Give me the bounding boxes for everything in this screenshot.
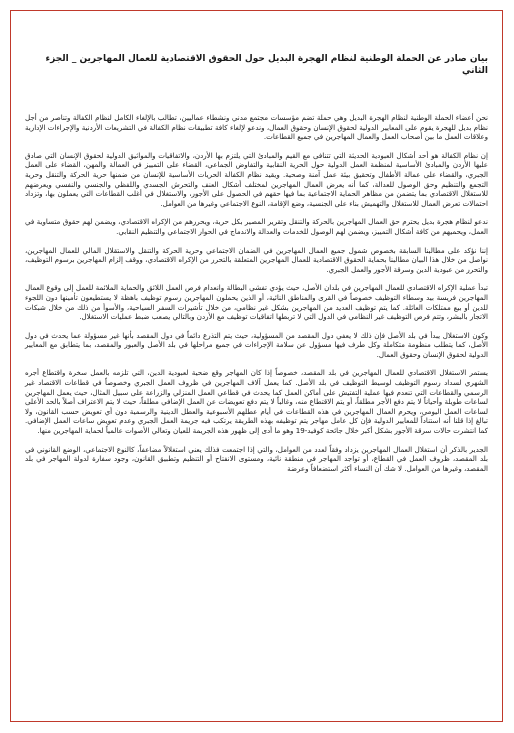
paragraph-factors: الجدير بالذكر أن استغلال العمال المهاجرين يزداد وفقاً لعدد من العوامل، والتي إذا اجتمعت فذلك يعني استغلالاً مضاعفاً، كالنوع الاجتماعي، الوضع القانوني في بلد المقصد، ظروف العمل في القطاع، أو تواجد المهاجر في منطقة نائية، ومستوى الانفتاح أو التنظيم وتطبيق القانون، وجود سفارة لدولة المهاجر في بلد المقصد، وغيرها من العوامل. لا شك أن النساء أكثر استضعافاً وعرضة [25,444,488,473]
paragraph-destination-responsibility: وكون الاستغلال يبدأ في بلد الأصل فإن ذلك لا يعفي دول المقصد من المسؤولية، حيث يتم التذرع دائماً في دول المقصد بأنها غير مسؤولة عما يحدث في دول الأصل، كما يتطلب منظومة متكاملة وكل طرف فيها مسؤول عن سلامة الإجراءات في جميع مراحلها في بلد الأصل والعبور والمقصد، بما يتطابق مع المعايير الدولية لحقوق الإنسان وحقوق العمال. [25,330,488,359]
paragraph-kafala-system: إن نظام الكفالة هو أحد أشكال العبودية الحديثة التي تتنافى مع القيم والمبادئ التي يلتزم بها الأردن، والاتفاقيات والمواثيق الدولية لحقوق الإنسان التي صادق عليها الأردن والمبادئ الأساسية لمنظمة العمل الدولية حول الحرية النقابية والتفاوض الجماعي، القضاء على التمييز في العمالة والمهن، القضاء على العمل الجبري، والقضاء على عمالة الأطفال وتحقيق بيئة عمل آمنة وصحية. ويقيد نظام الكفالة الحريات الأساسية للإنسان من ضمنها حرية الحركة والتنقل وحرية التجمع والتنظيم وحق الوصول للعدالة، كما أنه يعرض العمال المهاجرين لمختلف أشكال العنف والتحرش الجسدي واللفظي والجنسي والنفسي ويعرضهم للاستغلال الاقتصادي بما يتضمن من مظاهر الحماية الاجتماعية بما فيها حقهم في الحصول على الأجور، والاستغلال في أغلب القطاعات التي يعملون بها، وتزداد احتمالات تعرض العمال للاستغلال والتهميش بناء على الجنسية، وضع الإقامة، النوع الاجتماعي وغيرها من العوامل. [25,150,488,208]
paragraph-destination-exploitation: يستمر الاستغلال الاقتصادي للعمال المهاجرين في بلد المقصد، خصوصاً إذا كان المهاجر وقع ضحية لعبودية الدين، التي تلزمه بالعمل سخرة واقتطاع أجره الشهري لسداد رسوم التوظيف لوسيط التوظيف في بلد الأصل. كما يعمل آلاف المهاجرين في ظروف العمل الجبري وخصوصاً في قطاعات الاقتصاد غير الرسمي والقطاعات التي تنعدم فيها عملية التفتيش على أماكن العمل كما يحدث في قطاعي العمل المنزلي والزراعة على سبيل المثال، حيث يعمل المهاجرين لساعات طويلة وأحياناً لا يتم دفع الأجر مطلقاً، أو يتم الاقتطاع منه، وغالباً لا يتم دفع تعويضات عن العمل الإضافي مطلقاً، حيث لا يتم الاعتراف أصلاً بالحد الأعلى لساعات العمل اليومي، ويحرم العمال المهاجرين في هذه القطاعات في أيام عطلهم الأسبوعية والعطل الدينية والرسمية دون أي تعويض حسب القانون، ولا تبالغ إذا قلنا أنه استناداً للمعايير الدولية فإن كل عامل مهاجر يتم توظيفه بهذه الطريقة يرتكب فيه جريمة العمل الجبري وعدم تعويض ساعات العمل الإضافي. كما انتشرت حالات سرقة الأجور بشكل أكبر خلال جائحة كوفيد-19 وهو ما أدى إلى ظهور هذه الجريمة للعيان وتعالي الأصوات عالمياً لحماية المهاجرين منها. [25,368,488,436]
document-body [25,53,488,482]
document-page [10,10,503,722]
paragraph-intro: نحن أعضاء الحملة الوطنية لنظام الهجرة البديل وهي حملة تضم مؤسسات مجتمع مدني ونشطاء عماليين، تطالب بالإلغاء الكامل لنظام الكفالة وتناصر من أجل نظام بديل للهجرة يقوم على المعايير الدولية لحقوق الإنسان وحقوق العمال، وندعو لإلغاء كافة تطبيقات نظام الكفالة في التشريعات الأردنية والإجراءات الإدارية وعلاقات العمل ما بين أصحاب العمل والعمال المهاجرين في جميع القطاعات. [25,113,488,142]
paragraph-alternative-system: ندعو لنظام هجرة بديل يحترم حق العمال المهاجرين بالحركة والتنقل وتقرير المصير بكل حرية، ويحررهم من الإكراه الاقتصادي، ويضمن لهم حقوق متساوية في العمل، ويحميهم من كافة أشكال التمييز، ويضمن لهم الوصول للخدمات والعدالة والاندماج في الحوار الاجتماعي والتنظيم النقابي. [25,217,488,236]
paragraph-demands: إننا نؤكد على مطالبنا السابقة بخصوص شمول جميع العمال المهاجرين في الضمان الاجتماعي وحرية الحركة والتنقل والاستقلال المالي للعمال المهاجرين، نواصل من خلال هذا البيان مطالبنا بحماية الحقوق الاقتصادية للعمال المهاجرين المتعلقة بالتحرر من الإكراه الاقتصادي، ووقف إلزام المهاجرين برسوم التوظيف، والتحرر من عبودية الدين وسرقة الأجور والعمل الجبري. [25,245,488,274]
paragraph-origin-coercion: تبدأ عملية الإكراه الاقتصادي للعمال المهاجرين في بلدان الأصل، حيث يؤدي تفشي البطالة وانعدام فرص العمل اللائق والحماية الملائمة للعمل إلى وقوع العمال المهاجرين فريسة بيد وسطاء التوظيف خصوصاً في القرى والمناطق النائية، أو الذين يحملون المهاجرين رسوم توظيف باهظة لا يستطيعون تأمينها دون اللجوء للدين أو بيع ممتلكات العائلة. كما يتم توظيف العديد من المهاجرين بشكل غير نظامي، من خلال تأشيرات السفر السياحية، والأسوأ من ذلك من خلال شبكات الاتجار بالبشر، وتتم فرص التوظيف غير النظامي في الدول التي لا تربطها اتفاقيات توظيف مع الأردن وبالتالي يصعب ضبط عمليات الاستغلال. [25,283,488,322]
document-title: بيان صادر عن الحملة الوطنية لنظام الهجرة البديل حول الحقوق الاقتصادية للعمال المهاجرين _ الجزء الثاني [45,54,488,76]
